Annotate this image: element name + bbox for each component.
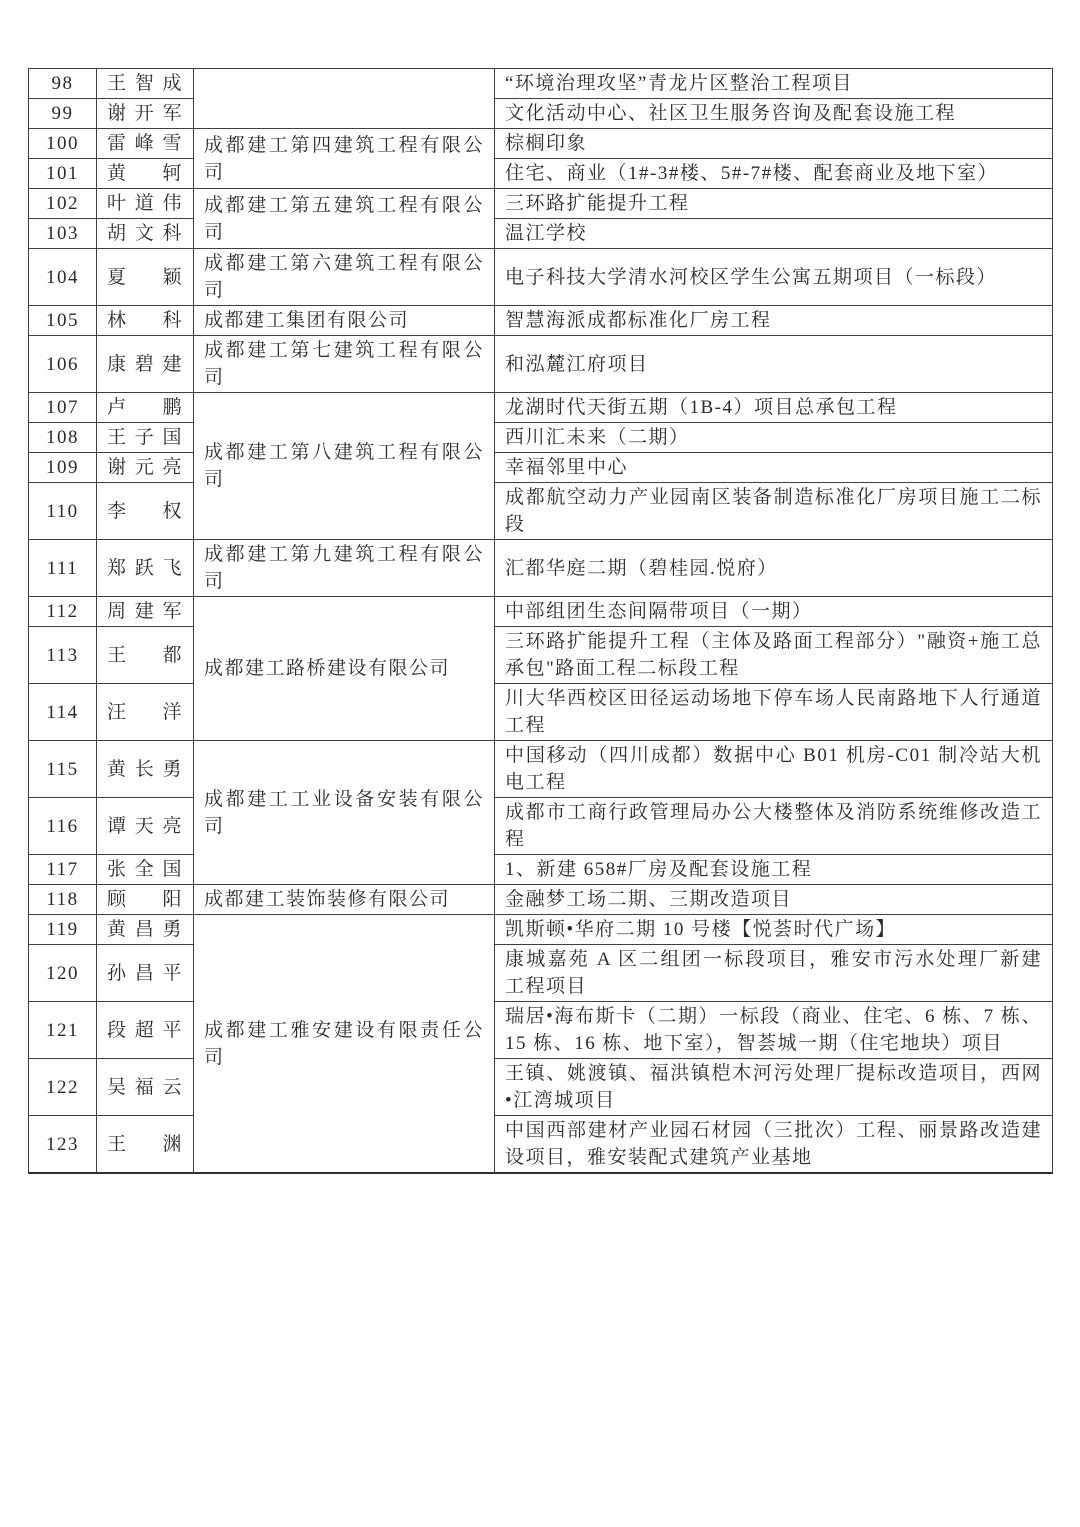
project-name: 幸福邻里中心 [495,453,1053,483]
project-name: 住宅、商业（1#-3#楼、5#-7#楼、配套商业及地下室） [495,159,1053,189]
project-name: 棕榈印象 [495,129,1053,159]
row-number: 123 [29,1116,97,1174]
person-name: 王 都 [97,627,194,684]
project-name: “环境治理攻坚”青龙片区整治工程项目 [495,69,1053,99]
project-name: 瑞居•海布斯卡（二期）一标段（商业、住宅、6 栋、7 栋、15 栋、16 栋、地下室），智荟城一期（住宅地块）项目 [495,1002,1053,1059]
row-number: 110 [29,483,97,540]
company-name: 成都建工集团有限公司 [194,306,495,336]
person-name: 黄 轲 [97,159,194,189]
row-number: 114 [29,684,97,741]
table-row [29,423,1053,453]
row-number: 116 [29,798,97,855]
row-number: 107 [29,393,97,423]
company-name: 成都建工第五建筑工程有限公司 [194,189,495,249]
project-name: 中国移动（四川成都）数据中心 B01 机房-C01 制冷站大机电工程 [495,741,1053,798]
row-number: 119 [29,915,97,945]
person-name: 王智成 [97,69,194,99]
table-row [29,798,1053,855]
person-name: 康碧建 [97,336,194,393]
project-name: 康城嘉苑 A 区二组团一标段项目，雅安市污水处理厂新建工程项目 [495,945,1053,1002]
row-number: 111 [29,540,97,597]
row-number: 101 [29,159,97,189]
person-name: 谭天亮 [97,798,194,855]
person-name: 黄昌勇 [97,915,194,945]
table-row [29,249,1053,306]
project-name: 凯斯顿•华府二期 10 号楼【悦荟时代广场】 [495,915,1053,945]
table-row [29,684,1053,741]
project-name: 金融梦工场二期、三期改造项目 [495,885,1053,915]
project-name: 成都航空动力产业园南区装备制造标准化厂房项目施工二标段 [495,483,1053,540]
row-number: 122 [29,1059,97,1116]
row-number: 103 [29,219,97,249]
company-name: 成都建工装饰装修有限公司 [194,885,495,915]
project-name: 电子科技大学清水河校区学生公寓五期项目（一标段） [495,249,1053,306]
row-number: 100 [29,129,97,159]
person-name: 吴福云 [97,1059,194,1116]
company-name: 成都建工第六建筑工程有限公司 [194,249,495,306]
row-number: 99 [29,99,97,129]
row-number: 104 [29,249,97,306]
row-number: 105 [29,306,97,336]
table-row [29,1002,1053,1059]
project-name: 文化活动中心、社区卫生服务咨询及配套设施工程 [495,99,1053,129]
project-name: 龙湖时代天街五期（1B-4）项目总承包工程 [495,393,1053,423]
table-row [29,336,1053,393]
project-name: 智慧海派成都标准化厂房工程 [495,306,1053,336]
project-name: 西川汇未来（二期） [495,423,1053,453]
row-number: 106 [29,336,97,393]
project-name: 中部组团生态间隔带项目（一期） [495,597,1053,627]
table-row [29,627,1053,684]
person-name: 张全国 [97,855,194,885]
person-name: 汪 洋 [97,684,194,741]
project-name: 1、新建 658#厂房及配套设施工程 [495,855,1053,885]
row-number: 115 [29,741,97,798]
person-name: 周建军 [97,597,194,627]
person-name: 段超平 [97,1002,194,1059]
project-name: 川大华西校区田径运动场地下停车场人民南路地下人行通道工程 [495,684,1053,741]
project-name: 中国西部建材产业园石材园（三批次）工程、丽景路改造建设项目，雅安装配式建筑产业基地 [495,1116,1053,1174]
table-row [29,453,1053,483]
person-name: 林 科 [97,306,194,336]
table-row [29,99,1053,129]
row-number: 121 [29,1002,97,1059]
person-name: 卢 鹏 [97,393,194,423]
table-row [29,741,1053,798]
person-name: 叶道伟 [97,189,194,219]
company-name: 成都建工第九建筑工程有限公司 [194,540,495,597]
project-name: 和泓麓江府项目 [495,336,1053,393]
project-name: 三环路扩能提升工程 [495,189,1053,219]
row-number: 109 [29,453,97,483]
table-row [29,189,1053,219]
project-name: 成都市工商行政管理局办公大楼整体及消防系统维修改造工程 [495,798,1053,855]
table-row [29,540,1053,597]
company-name: 成都建工第八建筑工程有限公司 [194,393,495,540]
project-name: 三环路扩能提升工程（主体及路面工程部分）"融资+施工总承包"路面工程二标段工程 [495,627,1053,684]
table-row [29,393,1053,423]
person-name: 雷峰雪 [97,129,194,159]
person-name: 夏 颖 [97,249,194,306]
person-name: 王子国 [97,423,194,453]
table-row [29,885,1053,915]
table-row [29,219,1053,249]
personnel-project-table [28,68,1053,1174]
table-row [29,1059,1053,1116]
row-number: 113 [29,627,97,684]
company-name [194,69,495,129]
table-row [29,945,1053,1002]
company-name: 成都建工第四建筑工程有限公司 [194,129,495,189]
table-row [29,159,1053,189]
row-number: 118 [29,885,97,915]
row-number: 98 [29,69,97,99]
company-name: 成都建工工业设备安装有限公司 [194,741,495,885]
company-name: 成都建工雅安建设有限责任公司 [194,915,495,1174]
table-row [29,1116,1053,1174]
row-number: 117 [29,855,97,885]
project-name: 王镇、姚渡镇、福洪镇桤木河污处理厂提标改造项目，西网•江湾城项目 [495,1059,1053,1116]
company-name: 成都建工第七建筑工程有限公司 [194,336,495,393]
table-row [29,483,1053,540]
person-name: 胡文科 [97,219,194,249]
person-name: 李 权 [97,483,194,540]
person-name: 郑跃飞 [97,540,194,597]
company-name: 成都建工路桥建设有限公司 [194,597,495,741]
project-name: 温江学校 [495,219,1053,249]
row-number: 102 [29,189,97,219]
person-name: 黄长勇 [97,741,194,798]
row-number: 112 [29,597,97,627]
person-name: 顾 阳 [97,885,194,915]
table-row [29,306,1053,336]
project-name: 汇都华庭二期（碧桂园.悦府） [495,540,1053,597]
person-name: 谢元亮 [97,453,194,483]
table-row [29,69,1053,99]
table-row [29,915,1053,945]
person-name: 谢开军 [97,99,194,129]
person-name: 孙昌平 [97,945,194,1002]
table-row [29,129,1053,159]
row-number: 108 [29,423,97,453]
person-name: 王 渊 [97,1116,194,1174]
table-row [29,855,1053,885]
row-number: 120 [29,945,97,1002]
table-row [29,597,1053,627]
